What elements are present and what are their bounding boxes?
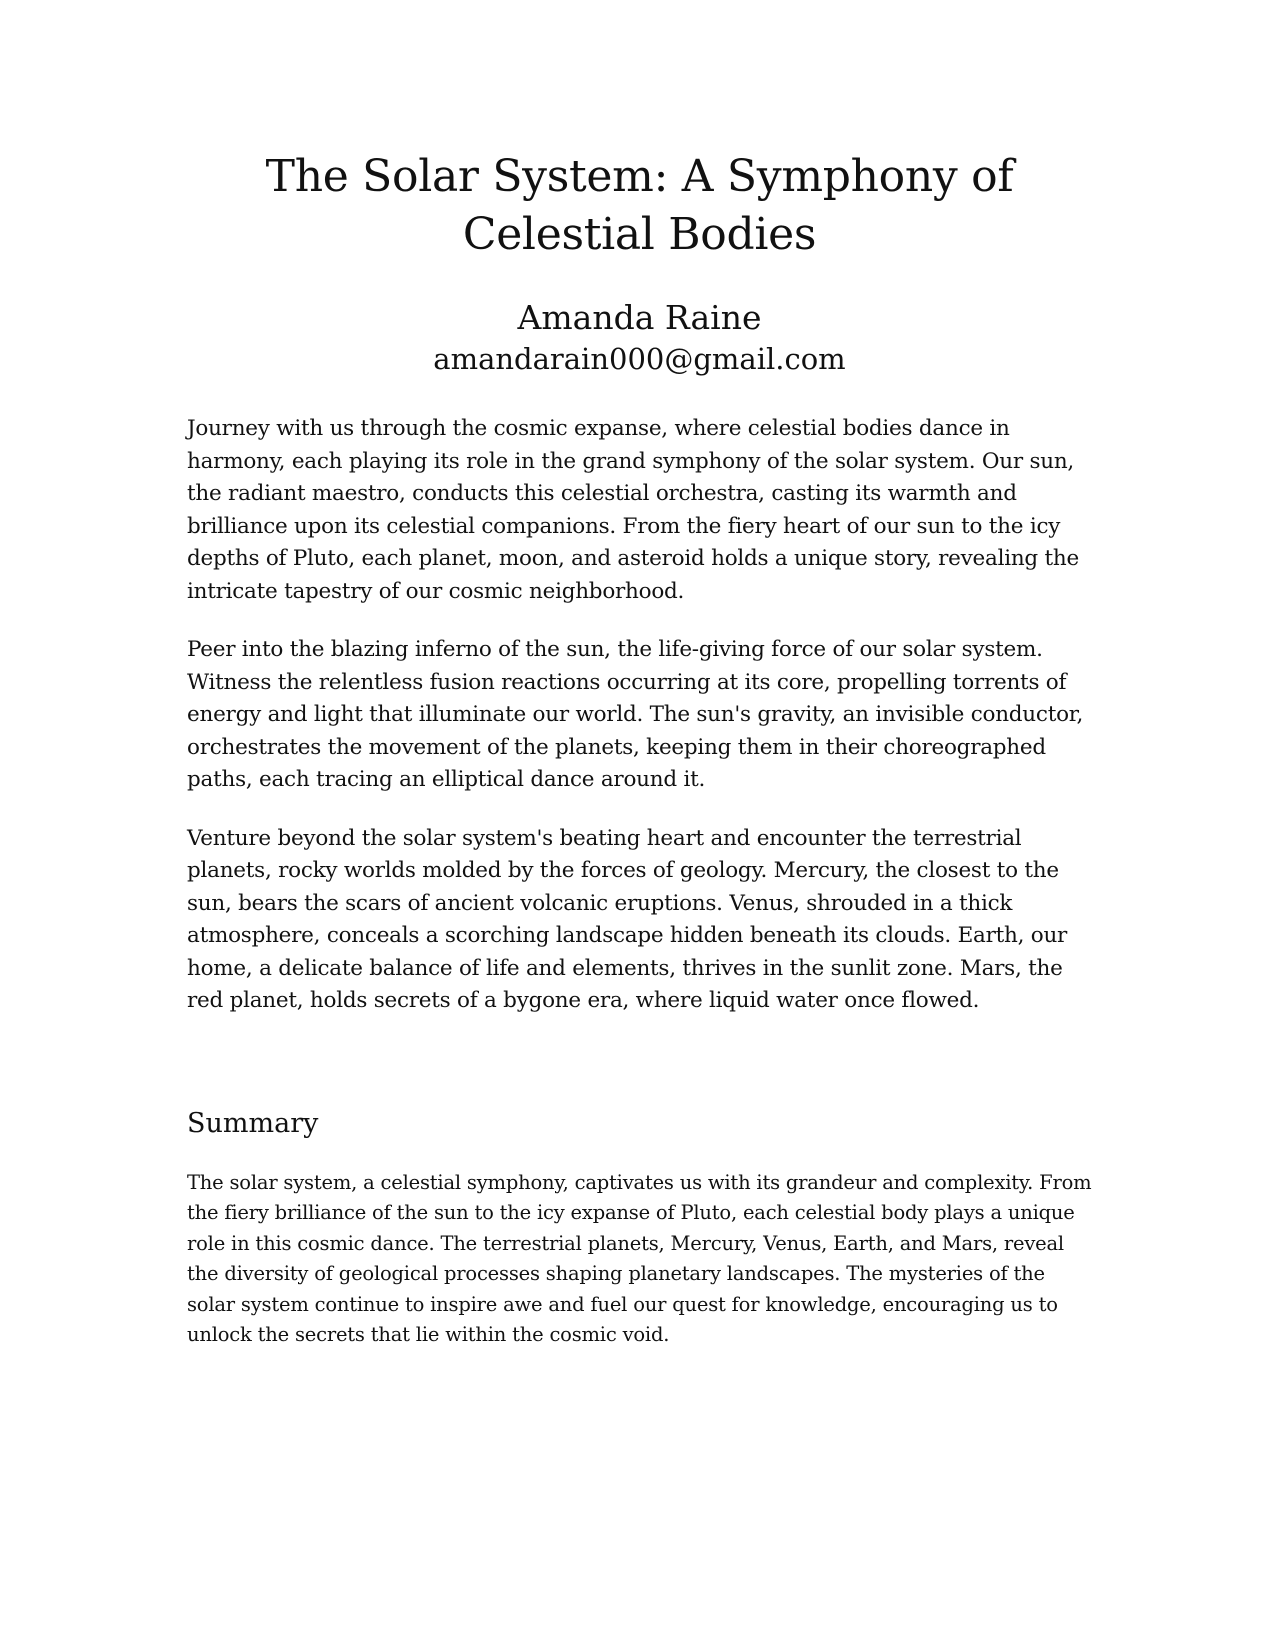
document-content [187,148,1092,1351]
body-paragraph-1: Journey with us through the cosmic expanse, where celestial bodies dance in harmony, each playing its role in the grand symphony of the solar system. Our sun, the radiant maestro, conducts this celestial orchestra, casting its warmth and brilliance upon its celestial companions. From the fiery heart of our sun to the icy depths of Pluto, each planet, moon, and asteroid holds a unique story, revealing the intricate tapestry of our cosmic neighborhood. [187,416,1079,604]
document-title: The Solar System: A Symphony of Celestial Bodies [265,151,1014,260]
author-name: Amanda Raine [517,298,762,337]
summary-heading: Summary [187,1107,319,1139]
body-paragraph-3: Venture beyond the solar system's beating heart and encounter the terrestrial planets, rocky worlds molded by the forces of geology. Mercury, the closest to the sun, bears the scars of ancient volcanic eruptions. Venus, shrouded in a thick atmosphere, conceals a scorching landscape hidden beneath its clouds. Earth, our home, a delicate balance of life and elements, thrives in the sunlit zone. Mars, the red planet, holds secrets of a bygone era, where liquid water once flowed. [187,825,1068,1013]
author-email: amandarain000@gmail.com [433,342,846,376]
body-paragraph-2: Peer into the blazing inferno of the sun, the life-giving force of our solar system. Witness the relentless fusion reactions occurring at its core, propelling torrents of energy and light that illuminate our world. The sun's gravity, an invisible conductor, orchestrates the movement of the planets, keeping them in their choreographed paths, each tracing an elliptical dance around it. [187,637,1084,792]
summary-paragraph: The solar system, a celestial symphony, captivates us with its grandeur and complexity. From the fiery brilliance of the sun to the icy expanse of Pluto, each celestial body plays a unique role in this cosmic dance. The terrestrial planets, Mercury, Venus, Earth, and Mars, reveal the diversity of geological processes shaping planetary landscapes. The mysteries of the solar system continue to inspire awe and fuel our quest for knowledge, encouraging us to unlock the secrets that lie within the cosmic void. [187,1170,1092,1346]
